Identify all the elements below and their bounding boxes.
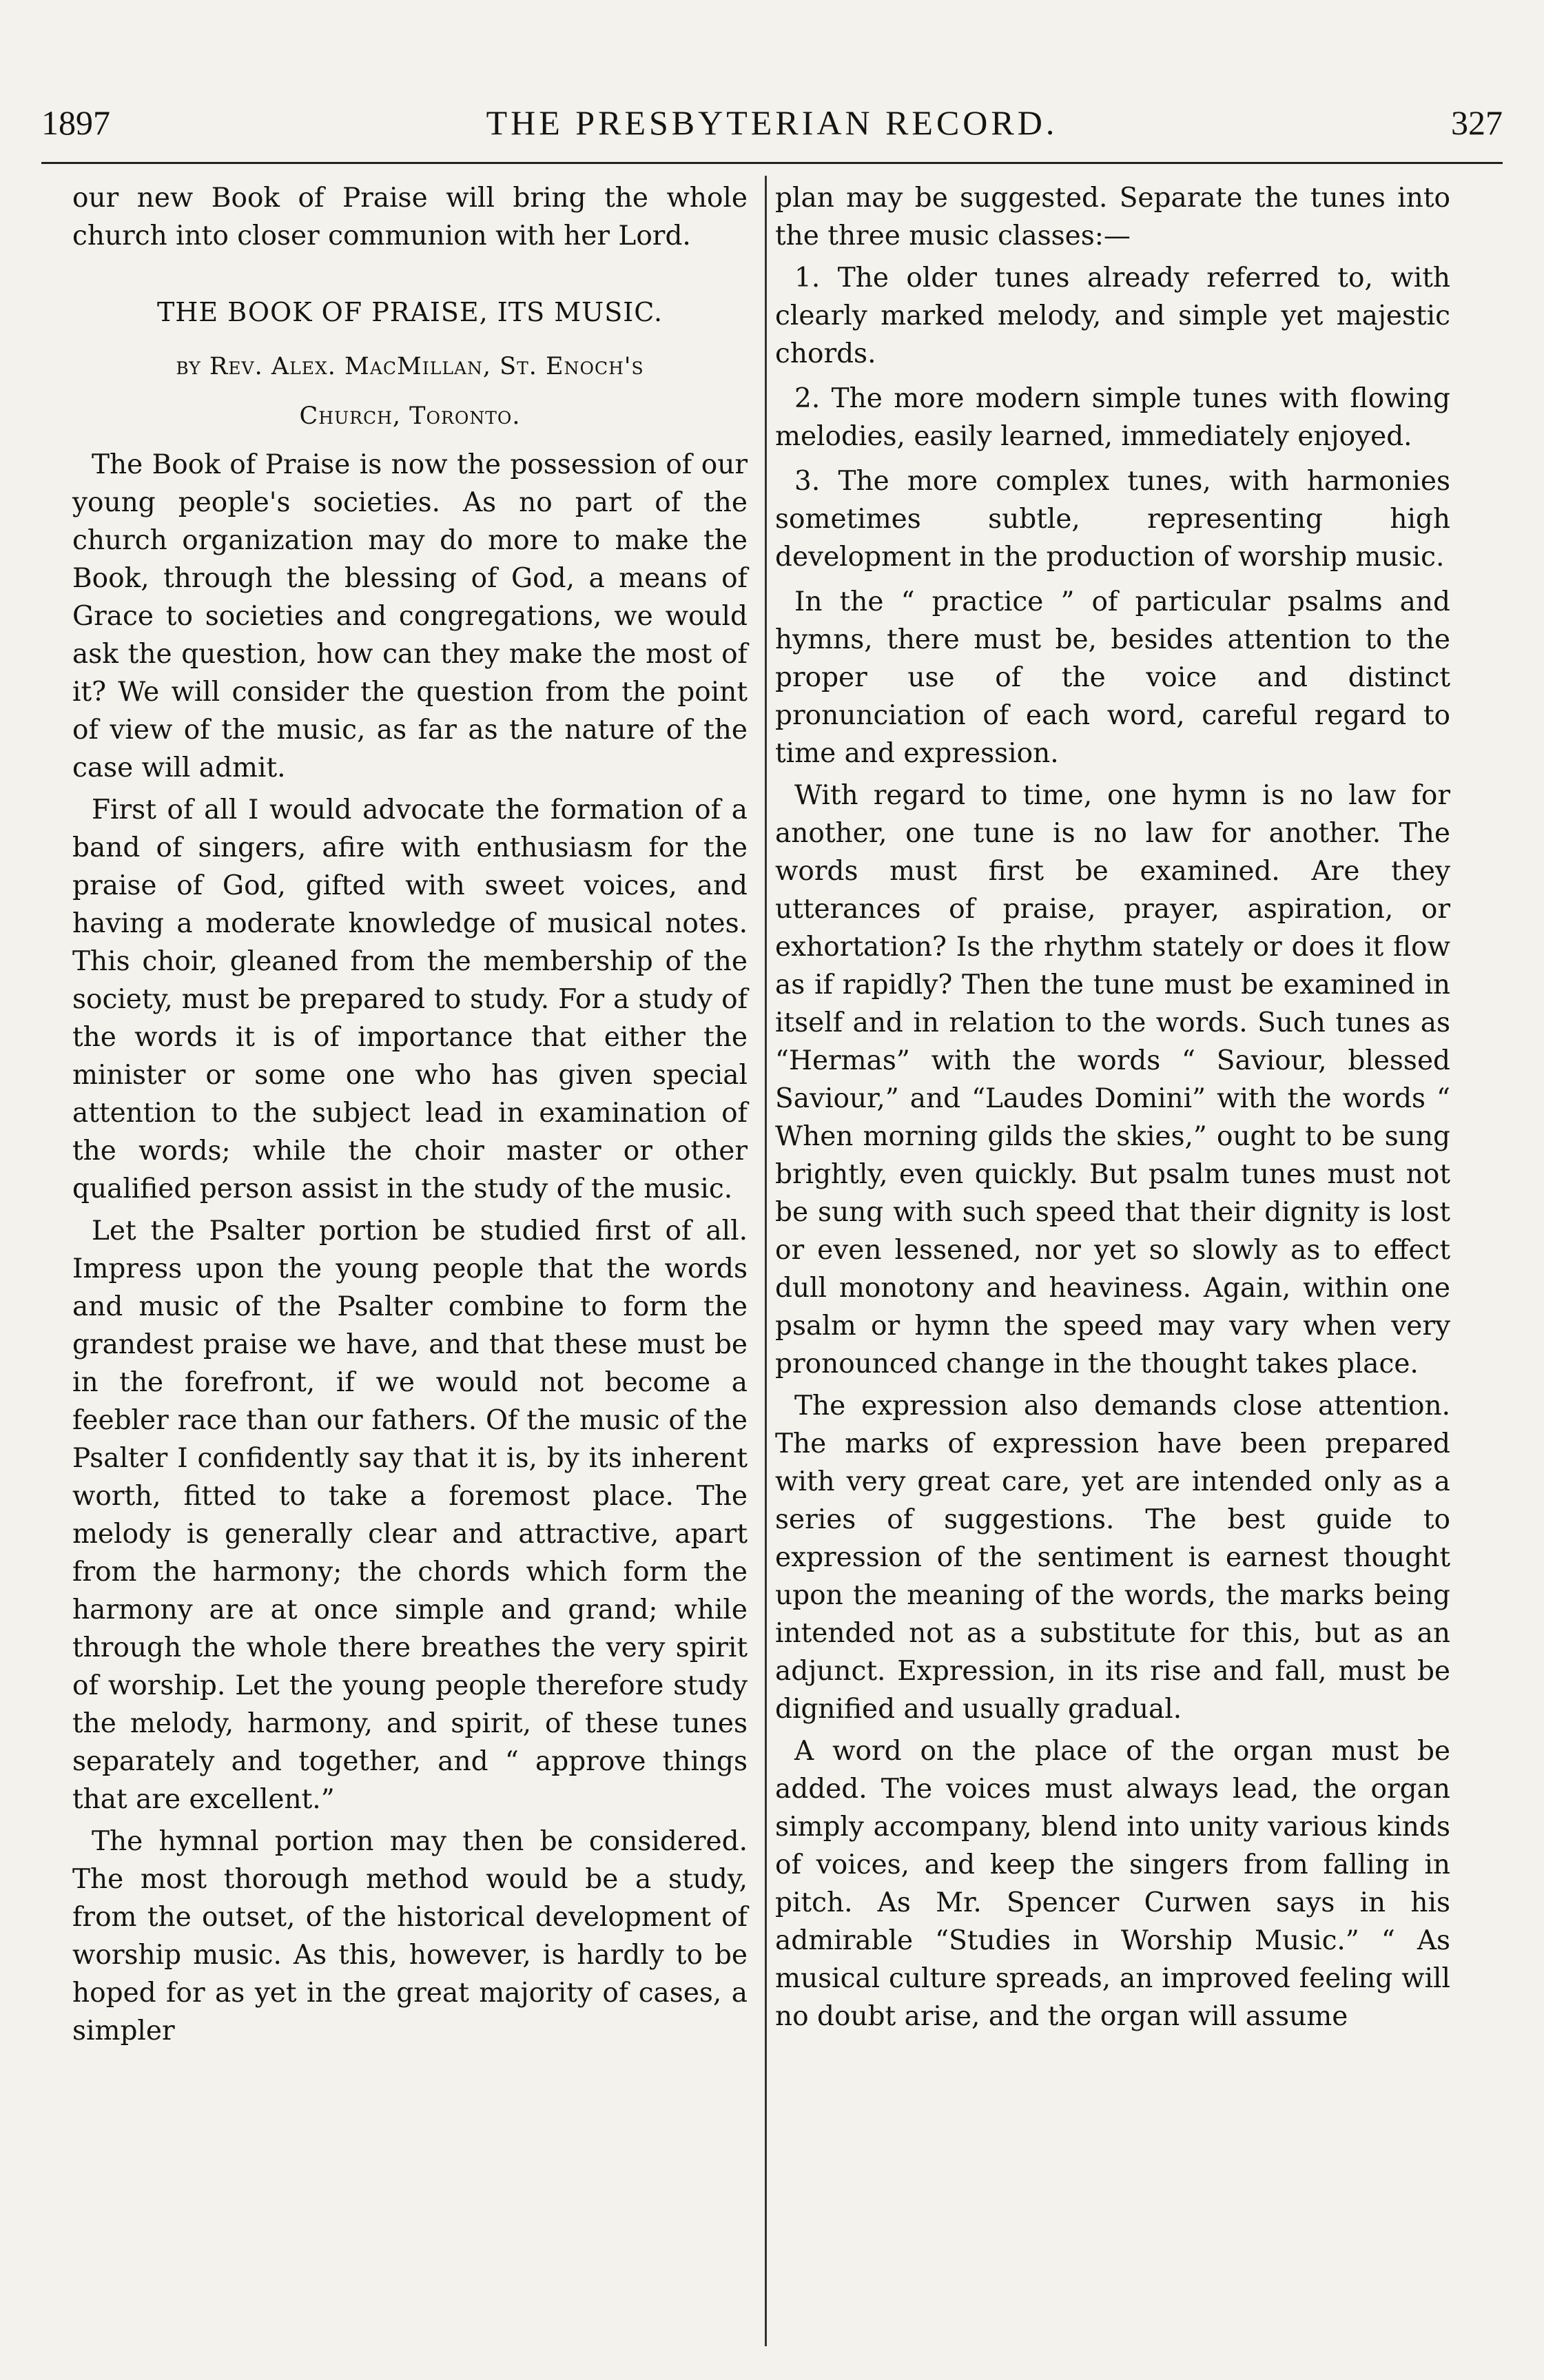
right-column: [775, 179, 1450, 2040]
header-rule: [41, 162, 1503, 164]
paragraph: The hymnal portion may then be considered. The most thorough method would be a study, from the outset, of the historical development of worship music. As this, however, is hardly to be hoped for as yet in the great majority of cases, a simpler: [72, 1826, 748, 2046]
page-header: [41, 95, 1503, 150]
paragraph: First of all I would advocate the formation of a band of singers, afire with enthusiasm for the praise of God, gifted with sweet voices, and having a moderate knowledge of musical notes. This choir, gleaned from the membership of the society, must be prepared to study. For a study of the words it is of importance that either the minister or some one who has given special attention to the subject lead in examination of the words; while the choir master or other qualified person assist in the study of the music.: [72, 794, 748, 1204]
continued-paragraph: plan may be suggested. Separate the tunes into the three music classes:—: [775, 183, 1450, 252]
header-title: THE PRESBYTERIAN RECORD.: [486, 103, 1058, 142]
paragraph: The Book of Praise is now the possession of our young people's societies. As no part of the church organization may do more to make the Book, through the blessing of God, a means of Grace to societies and congregations, we would ask the question, how can they make the most of it? We will consider the question from the point of view of the music, as far as the nature of the case will admit.: [72, 449, 748, 783]
list-item: 2. The more modern simple tunes with flowing melodies, easily learned, immediately enjoyed.: [775, 383, 1450, 452]
intro-paragraph: our new Book of Praise will bring the whole church into closer communion with her Lord.: [72, 183, 748, 252]
left-column: [72, 179, 748, 2054]
paragraph: In the “ practice ” of particular psalms and hymns, there must be, besides attention to the proper use of the voice and distinct pronunciation of each word, careful regard to time and expression.: [775, 586, 1450, 769]
music-classes-list: [775, 259, 1450, 576]
paragraph: A word on the place of the organ must be added. The voices must always lead, the organ simply accompany, blend into unity various kinds of voices, and keep the singers from falling in pitch. As Mr. Spencer Curwen says in his admirable “Studies in Worship Music.” “ As musical culture spreads, an improved feeling will no doubt arise, and the organ will assume: [775, 1736, 1450, 2032]
list-item: 1. The older tunes already referred to, with clearly marked melody, and simple yet majestic chords.: [775, 263, 1450, 369]
article-heading: THE BOOK OF PRAISE, ITS MUSIC.: [156, 297, 663, 327]
paragraph: The expression also demands close attention. The marks of expression have been prepared with very great care, yet are intended only as a series of suggestions. The best guide to expression of the sentiment is earnest thought upon the meaning of the words, the marks being intended not as a substitute for this, but as an adjunct. Expression, in its rise and fall, must be dignified and usually gradual.: [775, 1391, 1450, 1725]
paragraph: Let the Psalter portion be studied first of all. Impress upon the young people that the words and music of the Psalter combine to form the grandest praise we have, and that these must be in the forefront, if we would not become a feebler race than our fathers. Of the music of the Psalter I confidently say that it is, by its inherent worth, fitted to take a foremost place. The melody is generally clear and attractive, apart from the harmony; the chords which form the harmony are at once simple and grand; while through the whole there breathes the very spirit of worship. Let the young people therefore study the melody, harmony, and spirit, of these tunes separately and together, and “ approve things that are excellent.”: [72, 1215, 748, 1815]
header-year: 1897: [41, 103, 110, 142]
byline-author: by Rev. Alex. MacMillan, St. Enoch's: [176, 353, 644, 380]
byline-church: Church, Toronto.: [299, 402, 521, 430]
list-item: 3. The more complex tunes, with harmonies sometimes subtle, representing high development in the production of worship music.: [775, 466, 1450, 573]
page-number: 327: [1451, 103, 1503, 142]
column-divider: [765, 176, 767, 2346]
paragraph: With regard to time, one hymn is no law for another, one tune is no law for another. The words must first be examined. Are they utterances of praise, prayer, aspiration, or exhortation? Is the rhythm stately or does it flow as if rapidly? Then the tune must be examined in itself and in relation to the words. Such tunes as “Hermas” with the words “ Saviour, blessed Saviour,” and “Laudes Domini” with the words “ When morning gilds the skies,” ought to be sung brightly, even quickly. But psalm tunes must not be sung with such speed that their dignity is lost or even lessened, nor yet so slowly as to effect dull monotony and heaviness. Again, within one psalm or hymn the speed may vary when very pronounced change in the thought takes place.: [775, 780, 1450, 1379]
